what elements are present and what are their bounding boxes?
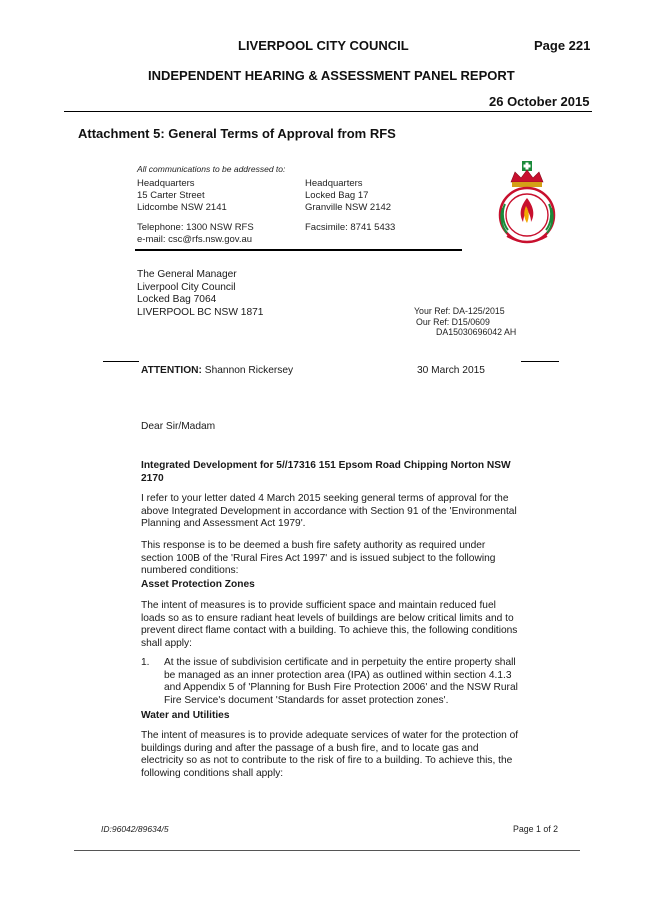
paragraph-intro: I refer to your letter dated 4 March 2015 seeking general terms of approval for the above Integrated Development in accordance with Section 91 of the 'Environmental Planning and Assessment Act 1979'.	[141, 493, 517, 529]
your-ref: Your Ref: DA-125/2015	[414, 306, 505, 316]
letter-date: 30 March 2015	[417, 365, 485, 376]
attention-line	[141, 365, 293, 378]
our-ref: Our Ref: D15/0609	[416, 316, 490, 327]
apz-heading: Asset Protection Zones	[141, 579, 255, 590]
water-heading: Water and Utilities	[141, 710, 230, 721]
recipient-address	[137, 269, 263, 319]
attention-label: ATTENTION:	[141, 365, 202, 376]
condition-number: 1.	[141, 657, 150, 668]
footer-page: Page 1 of 2	[513, 824, 558, 834]
paragraph-authority: This response is to be deemed a bush fire safety authority as required under section 100B of the 'Rural Fires Act 1997' and is issued subject to the following numbered conditions:	[141, 540, 496, 576]
address-line: Granville NSW 2142	[305, 202, 392, 213]
telephone: Telephone: 1300 NSW RFS	[137, 222, 254, 233]
subject-line: Integrated Development for 5//17316 151 Epsom Road Chipping Norton NSW 2170	[141, 460, 511, 484]
footer-rule	[74, 850, 580, 851]
condition-text: At the issue of subdivision certificate and in perpetuity the entire property shall be managed as an inner protection area (IPA) as outlined within section 4.1.3 and Appendix 5 of 'Planning for Bush Fire Protection 2006' and the NSW Rural Fire Service's document 'Standards for asset protection zones'.	[164, 657, 518, 706]
footer-id: ID:96042/89634/5	[101, 824, 169, 834]
email: e-mail: csc@rfs.nsw.gov.au	[137, 234, 253, 245]
attention-rule-right	[521, 361, 559, 362]
rfs-crest-icon	[493, 160, 561, 252]
apz-intro: The intent of measures is to provide sufficient space and maintain reduced fuel loads so as to ensure radiant heat levels of buildings are below critical limits and to prevent direct flame contact with a building. To achieve this, the following conditions shall apply:	[141, 600, 518, 649]
attention-name: Shannon Rickersey	[204, 365, 294, 376]
report-title: INDEPENDENT HEARING & ASSESSMENT PANEL REPORT	[148, 68, 515, 83]
recipient-line: Locked Bag 7064	[137, 294, 217, 306]
facsimile: Facsimile: 8741 5433	[305, 222, 396, 233]
address-line: 15 Carter Street	[137, 190, 205, 201]
attachment-title: Attachment 5: General Terms of Approval from RFS	[78, 126, 396, 141]
salutation: Dear Sir/Madam	[141, 421, 216, 432]
left-address	[137, 178, 227, 214]
water-intro: The intent of measures is to provide adequate services of water for the protection of buildings during and after the passage of a bush fire, and to locate gas and electricity so as not to contribute to the risk of fire to a building. To achieve this, the following conditions shall apply:	[141, 730, 519, 779]
header-rule	[64, 111, 592, 112]
address-line: Lidcombe NSW 2141	[137, 202, 227, 213]
rfs-logo	[493, 160, 561, 252]
address-line: Headquarters	[137, 178, 195, 189]
doc-ref: DA15030696042 AH	[436, 327, 517, 337]
contact-details	[137, 222, 254, 246]
recipient-line: Liverpool City Council	[137, 281, 236, 293]
page-number: Page 221	[534, 38, 591, 53]
report-date: 26 October 2015	[489, 94, 590, 109]
council-name: LIVERPOOL CITY COUNCIL	[238, 38, 409, 53]
letterhead-rule	[135, 249, 462, 251]
right-address	[305, 178, 391, 214]
address-line: Headquarters	[305, 178, 363, 189]
address-line: Locked Bag 17	[305, 190, 369, 201]
recipient-line: The General Manager	[137, 269, 237, 280]
references	[414, 306, 516, 338]
attention-rule-left	[103, 361, 139, 362]
address-note: All communications to be addressed to:	[137, 164, 286, 174]
recipient-line: LIVERPOOL BC NSW 1871	[137, 306, 264, 318]
